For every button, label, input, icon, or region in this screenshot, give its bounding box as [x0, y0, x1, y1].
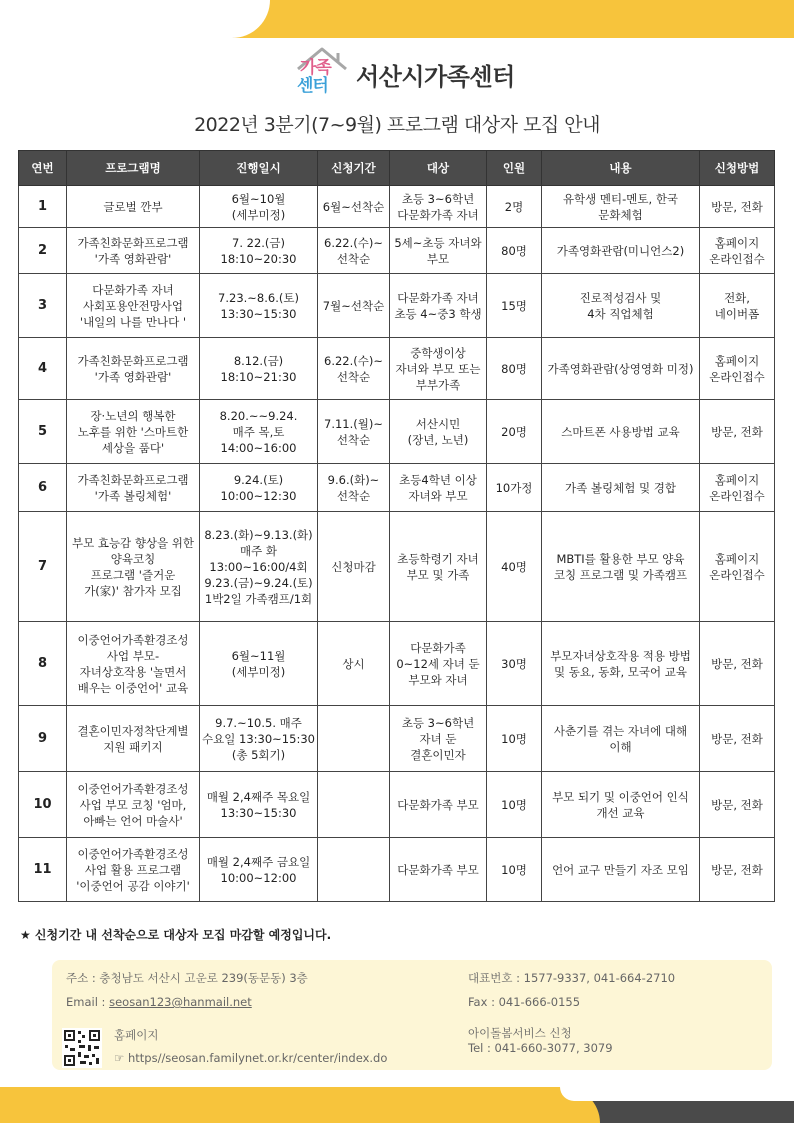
table-cell: 초등 3~6학년 다문화가족 자녀 — [390, 186, 487, 228]
table-cell: 2명 — [487, 186, 542, 228]
bottom-decoration — [0, 1087, 794, 1123]
table-cell: 방문, 전화 — [700, 838, 775, 902]
table-cell: 10가정 — [487, 464, 542, 512]
table-cell: 이중언어가족환경조성 사업 부모- 자녀상호작용 '놀면서 배우는 이중언어' 교육 — [67, 622, 200, 706]
table-cell: 80명 — [487, 338, 542, 400]
table-cell: 방문, 전화 — [700, 706, 775, 772]
table-cell: 15명 — [487, 274, 542, 338]
childcare-tel: Tel : 041-660-3077, 3079 — [468, 1041, 613, 1055]
table-cell: 다문화가족 부모 — [390, 772, 487, 838]
column-header: 인원 — [487, 151, 542, 186]
column-header: 대상 — [390, 151, 487, 186]
row-number-cell: 11 — [19, 838, 67, 902]
table-cell: 방문, 전화 — [700, 186, 775, 228]
table-cell: 9.6.(화)~ 선착순 — [318, 464, 390, 512]
table-cell: 유학생 멘티-멘토, 한국 문화체험 — [542, 186, 700, 228]
table-cell: 7. 22.(금) 18:10~20:30 — [200, 228, 318, 274]
table-cell: 홈페이지 온라인접수 — [700, 512, 775, 622]
table-cell: 6.22.(수)~ 선착순 — [318, 228, 390, 274]
table-cell: 부모 되기 및 이중언어 인식 개선 교육 — [542, 772, 700, 838]
table-cell: 7.11.(월)~ 선착순 — [318, 400, 390, 464]
table-cell: 8.23.(화)~9.13.(화) 매주 화 13:00~16:00/4회 9.23.(금)~9.24.(토) 1박2일 가족캠프/1회 — [200, 512, 318, 622]
column-header: 신청방법 — [700, 151, 775, 186]
table-cell: 가족 볼링체험 및 경합 — [542, 464, 700, 512]
table-cell: 전화, 네이버폼 — [700, 274, 775, 338]
page-title: 2022년 3분기(7~9월) 프로그램 대상자 모집 안내 — [194, 114, 600, 136]
table-cell: 결혼이민자정착단계별 지원 패키지 — [67, 706, 200, 772]
table-cell — [318, 706, 390, 772]
table-row — [19, 706, 775, 772]
table-cell: MBTI를 활용한 부모 양육 코칭 프로그램 및 가족캠프 — [542, 512, 700, 622]
email-line — [66, 995, 252, 1009]
table-cell: 홈페이지 온라인접수 — [700, 464, 775, 512]
row-number-cell: 3 — [19, 274, 67, 338]
table-row — [19, 400, 775, 464]
table-cell: 초등학령기 자녀 부모 및 가족 — [390, 512, 487, 622]
table-cell: 매월 2,4째주 목요일 13:30~15:30 — [200, 772, 318, 838]
table-cell: 초등4학년 이상 자녀와 부모 — [390, 464, 487, 512]
row-number-cell: 6 — [19, 464, 67, 512]
table-cell: 20명 — [487, 400, 542, 464]
phone-text: 대표번호 : 1577-9337, 041-664-2710 — [468, 971, 676, 985]
table-cell: 다문화가족 자녀 사회포용안전망사업 '내일의 나를 만나다 ' — [67, 274, 200, 338]
table-cell: 7월~선착순 — [318, 274, 390, 338]
table-cell: 8.20.~~9.24. 매주 목,토 14:00~16:00 — [200, 400, 318, 464]
table-cell: 홈페이지 온라인접수 — [700, 228, 775, 274]
row-number-cell: 4 — [19, 338, 67, 400]
row-number-cell: 2 — [19, 228, 67, 274]
top-decoration — [0, 0, 794, 38]
childcare-label: 아이돌봄서비스 신청 — [468, 1026, 572, 1040]
row-number-cell: 9 — [19, 706, 67, 772]
table-cell: 매월 2,4째주 금요일 10:00~12:00 — [200, 838, 318, 902]
table-cell: 진로적성검사 및 4차 직업체험 — [542, 274, 700, 338]
table-row — [19, 772, 775, 838]
table-cell: 서산시민 (장년, 노년) — [390, 400, 487, 464]
center-name: 서산시가족센터 — [356, 62, 515, 91]
table-cell: 80명 — [487, 228, 542, 274]
table-header-row — [19, 151, 775, 186]
table-cell: 40명 — [487, 512, 542, 622]
table-cell: 이중언어가족환경조성 사업 활용 프로그램 '이중언어 공감 이야기' — [67, 838, 200, 902]
table-cell: 가족친화문화프로그램 '가족 볼링체험' — [67, 464, 200, 512]
table-cell: 5세~초등 자녀와 부모 — [390, 228, 487, 274]
program-table — [18, 150, 775, 902]
center-logo — [292, 44, 515, 104]
table-row — [19, 228, 775, 274]
table-cell: 중학생이상 자녀와 부모 또는 부부가족 — [390, 338, 487, 400]
table-row — [19, 838, 775, 902]
row-number-cell: 8 — [19, 622, 67, 706]
table-cell: 사춘기를 겪는 자녀에 대해 이해 — [542, 706, 700, 772]
table-cell: 이중언어가족환경조성 사업 부모 코칭 '엄마, 아빠는 언어 마술사' — [67, 772, 200, 838]
table-cell: 10명 — [487, 772, 542, 838]
table-cell: 다문화가족 부모 — [390, 838, 487, 902]
table-cell: 언어 교구 만들기 자조 모임 — [542, 838, 700, 902]
table-cell: 홈페이지 온라인접수 — [700, 338, 775, 400]
table-row — [19, 186, 775, 228]
table-cell: 다문화가족 자녀 초등 4~중3 학생 — [390, 274, 487, 338]
table-cell: 방문, 전화 — [700, 772, 775, 838]
table-cell: 6월~선착순 — [318, 186, 390, 228]
email-link[interactable]: seosan123@hanmail.net — [109, 995, 252, 1009]
table-cell — [318, 772, 390, 838]
table-row — [19, 338, 775, 400]
table-cell: 초등 3~6학년 자녀 둔 결혼이민자 — [390, 706, 487, 772]
table-cell: 7.23.~8.6.(토) 13:30~15:30 — [200, 274, 318, 338]
table-cell: 9.7.~10.5. 매주 수요일 13:30~15:30 (총 5회기) — [200, 706, 318, 772]
table-cell — [318, 838, 390, 902]
notice-text: ★ 신청기간 내 선착순으로 대상자 모집 마감할 예정입니다. — [20, 928, 332, 942]
table-cell: 10명 — [487, 706, 542, 772]
table-cell: 가족영화관람(미니언스2) — [542, 228, 700, 274]
homepage-label: 홈페이지 — [114, 1028, 159, 1042]
table-cell: 부모 효능감 향상을 위한 양육코칭 프로그램 '즐거운 가(家)' 참가자 모집 — [67, 512, 200, 622]
logo-mark-bottom: 센터 — [297, 76, 328, 96]
table-cell: 방문, 전화 — [700, 400, 775, 464]
contact-info-box — [52, 960, 772, 1070]
column-header: 연번 — [19, 151, 67, 186]
table-cell: 장·노년의 행복한 노후를 위한 '스마트한 세상을 품다' — [67, 400, 200, 464]
column-header: 프로그램명 — [67, 151, 200, 186]
table-cell: 8.12.(금) 18:10~21:30 — [200, 338, 318, 400]
table-row — [19, 464, 775, 512]
row-number-cell: 5 — [19, 400, 67, 464]
table-cell: 10명 — [487, 838, 542, 902]
table-cell: 방문, 전화 — [700, 622, 775, 706]
table-cell: 가족친화문화프로그램 '가족 영화관람' — [67, 228, 200, 274]
table-cell: 30명 — [487, 622, 542, 706]
table-row — [19, 274, 775, 338]
row-number-cell: 7 — [19, 512, 67, 622]
fax-text: Fax : 041-666-0155 — [468, 995, 581, 1009]
table-cell: 9.24.(토) 10:00~12:30 — [200, 464, 318, 512]
column-header: 진행일시 — [200, 151, 318, 186]
table-cell: 글로벌 깐부 — [67, 186, 200, 228]
table-cell: 가족친화문화프로그램 '가족 영화관람' — [67, 338, 200, 400]
logo-mark-top: 가족 — [300, 58, 331, 78]
table-row — [19, 622, 775, 706]
table-cell: 스마트폰 사용방법 교육 — [542, 400, 700, 464]
table-cell: 6.22.(수)~ 선착순 — [318, 338, 390, 400]
row-number-cell: 10 — [19, 772, 67, 838]
qr-code-icon[interactable] — [62, 1028, 102, 1068]
column-header: 신청기간 — [318, 151, 390, 186]
table-cell: 상시 — [318, 622, 390, 706]
table-row — [19, 512, 775, 622]
table-cell: 6월~10월 (세부미정) — [200, 186, 318, 228]
table-cell: 다문화가족 0~12세 자녀 둔 부모와 자녀 — [390, 622, 487, 706]
table-cell: 6월~11월 (세부미정) — [200, 622, 318, 706]
table-cell: 부모자녀상호작용 적용 방법 및 동요, 동화, 모국어 교육 — [542, 622, 700, 706]
row-number-cell: 1 — [19, 186, 67, 228]
column-header: 내용 — [542, 151, 700, 186]
homepage-link[interactable]: ☞ https//seosan.familynet.or.kr/center/index.do — [114, 1051, 388, 1065]
email-label: Email : — [66, 995, 110, 1009]
table-cell: 가족영화관람(상영영화 미정) — [542, 338, 700, 400]
table-body — [19, 186, 775, 902]
house-logo-icon — [292, 45, 352, 103]
table-cell: 신청마감 — [318, 512, 390, 622]
address-text: 주소 : 충청남도 서산시 고운로 239(동문동) 3층 — [66, 971, 308, 985]
